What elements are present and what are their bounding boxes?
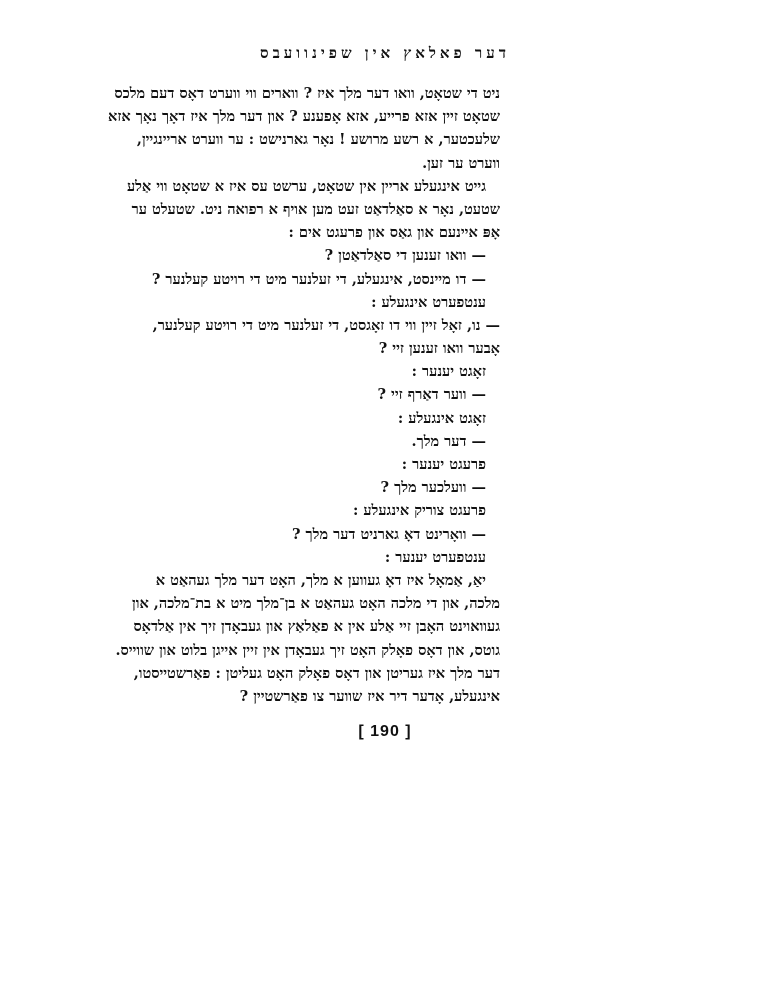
dialogue-line: — ווער דאַרף זיי ?: [377, 386, 486, 404]
text-line: ווערט ער זען.: [422, 154, 500, 172]
body-text: [75, 82, 500, 708]
text-line: אינגעלע, אָדער דיר איז שווער צו פאַרשטיין ?: [239, 687, 500, 705]
speech-tag-line: זאָגט אינגעלע :: [397, 409, 486, 427]
speech-tag-line: ענטפערט יענער :: [384, 548, 486, 566]
dialogue-line: — דו מיינסט, אינגעלע, די זעלנער מיט די רויטע קעלנער ?: [151, 270, 486, 288]
dialogue-line: — וועלכער מלך ?: [380, 479, 486, 497]
text-line: ניט די שטאָט, וואו דער מלך איז ? ווארים ווי ווערט דאָס דעם מלכס: [114, 85, 500, 102]
text-line: מלכה, און די מלכה האָט געהאַט א בן־מלך מיט א בת־מלכה, און: [132, 595, 500, 613]
text-line: שטאָט זיין אזא פרייע, אזא אָפענע ? און דער מלך איז דאָך נאָך אזא: [108, 108, 500, 126]
dialogue-line: — נו, זאָל זיין ווי דו זאָגסט, די זעלנער מיט די רויטע קעלנער,: [152, 316, 500, 334]
text-line: גוטס, און דאָס פאָלק האָט זיך געבאָדן אין זיין אייגן בלוט און שווייס.: [115, 641, 500, 659]
speech-tag-line: זאָגט יענער :: [411, 363, 486, 381]
text-line: שטעט, נאָר א סאַלדאַט זעט מען אויף א רפואה ניט. שטעלט ער: [131, 200, 500, 218]
speech-tag-line: פרעגט יענער :: [401, 456, 486, 473]
speech-tag-line: ענטפערט אינגעלע :: [371, 293, 486, 311]
text-line: יאַ, אַמאָל איז דאָ געווען א מלך, האָט דער מלך געהאַט א: [155, 571, 486, 589]
text-line: געוואוינט האָבן זיי אַלע אין א פאַלאַץ און געבאָדן זיך אין אַלדאָס: [133, 618, 500, 636]
text-line: אָבער וואו זענען זיי ?: [378, 340, 500, 358]
speech-tag-line: פרעגט צוריק אינגעלע :: [352, 502, 486, 520]
page-number: [ 190 ]: [358, 723, 412, 740]
text-line: שלעכטער, א רשע מרושע ! נאָר גארנישט : ער ווערט אריינגיין,: [136, 131, 500, 149]
text-line: גייט אינגעלע אריין אין שטאָט, ערשט עס איז א שטאָט ווי אַלע: [126, 177, 486, 195]
text-line: דער מלך איז געריטן און דאָס פאָלק האָט געליטן : פאַרשטייסטו,: [133, 664, 500, 682]
dialogue-line: — וואָרינט דאָ גארניט דער מלך ?: [292, 525, 486, 543]
text-line: אָפּ איינעם און גאַס און פרעגט אים :: [288, 224, 500, 242]
dialogue-line: — דער מלך.: [411, 432, 486, 450]
running-head-title: דער פאלאץ אין שפינוועבס: [260, 44, 510, 62]
dialogue-line: — וואו זענען די סאַלדאַטן ?: [324, 247, 486, 265]
